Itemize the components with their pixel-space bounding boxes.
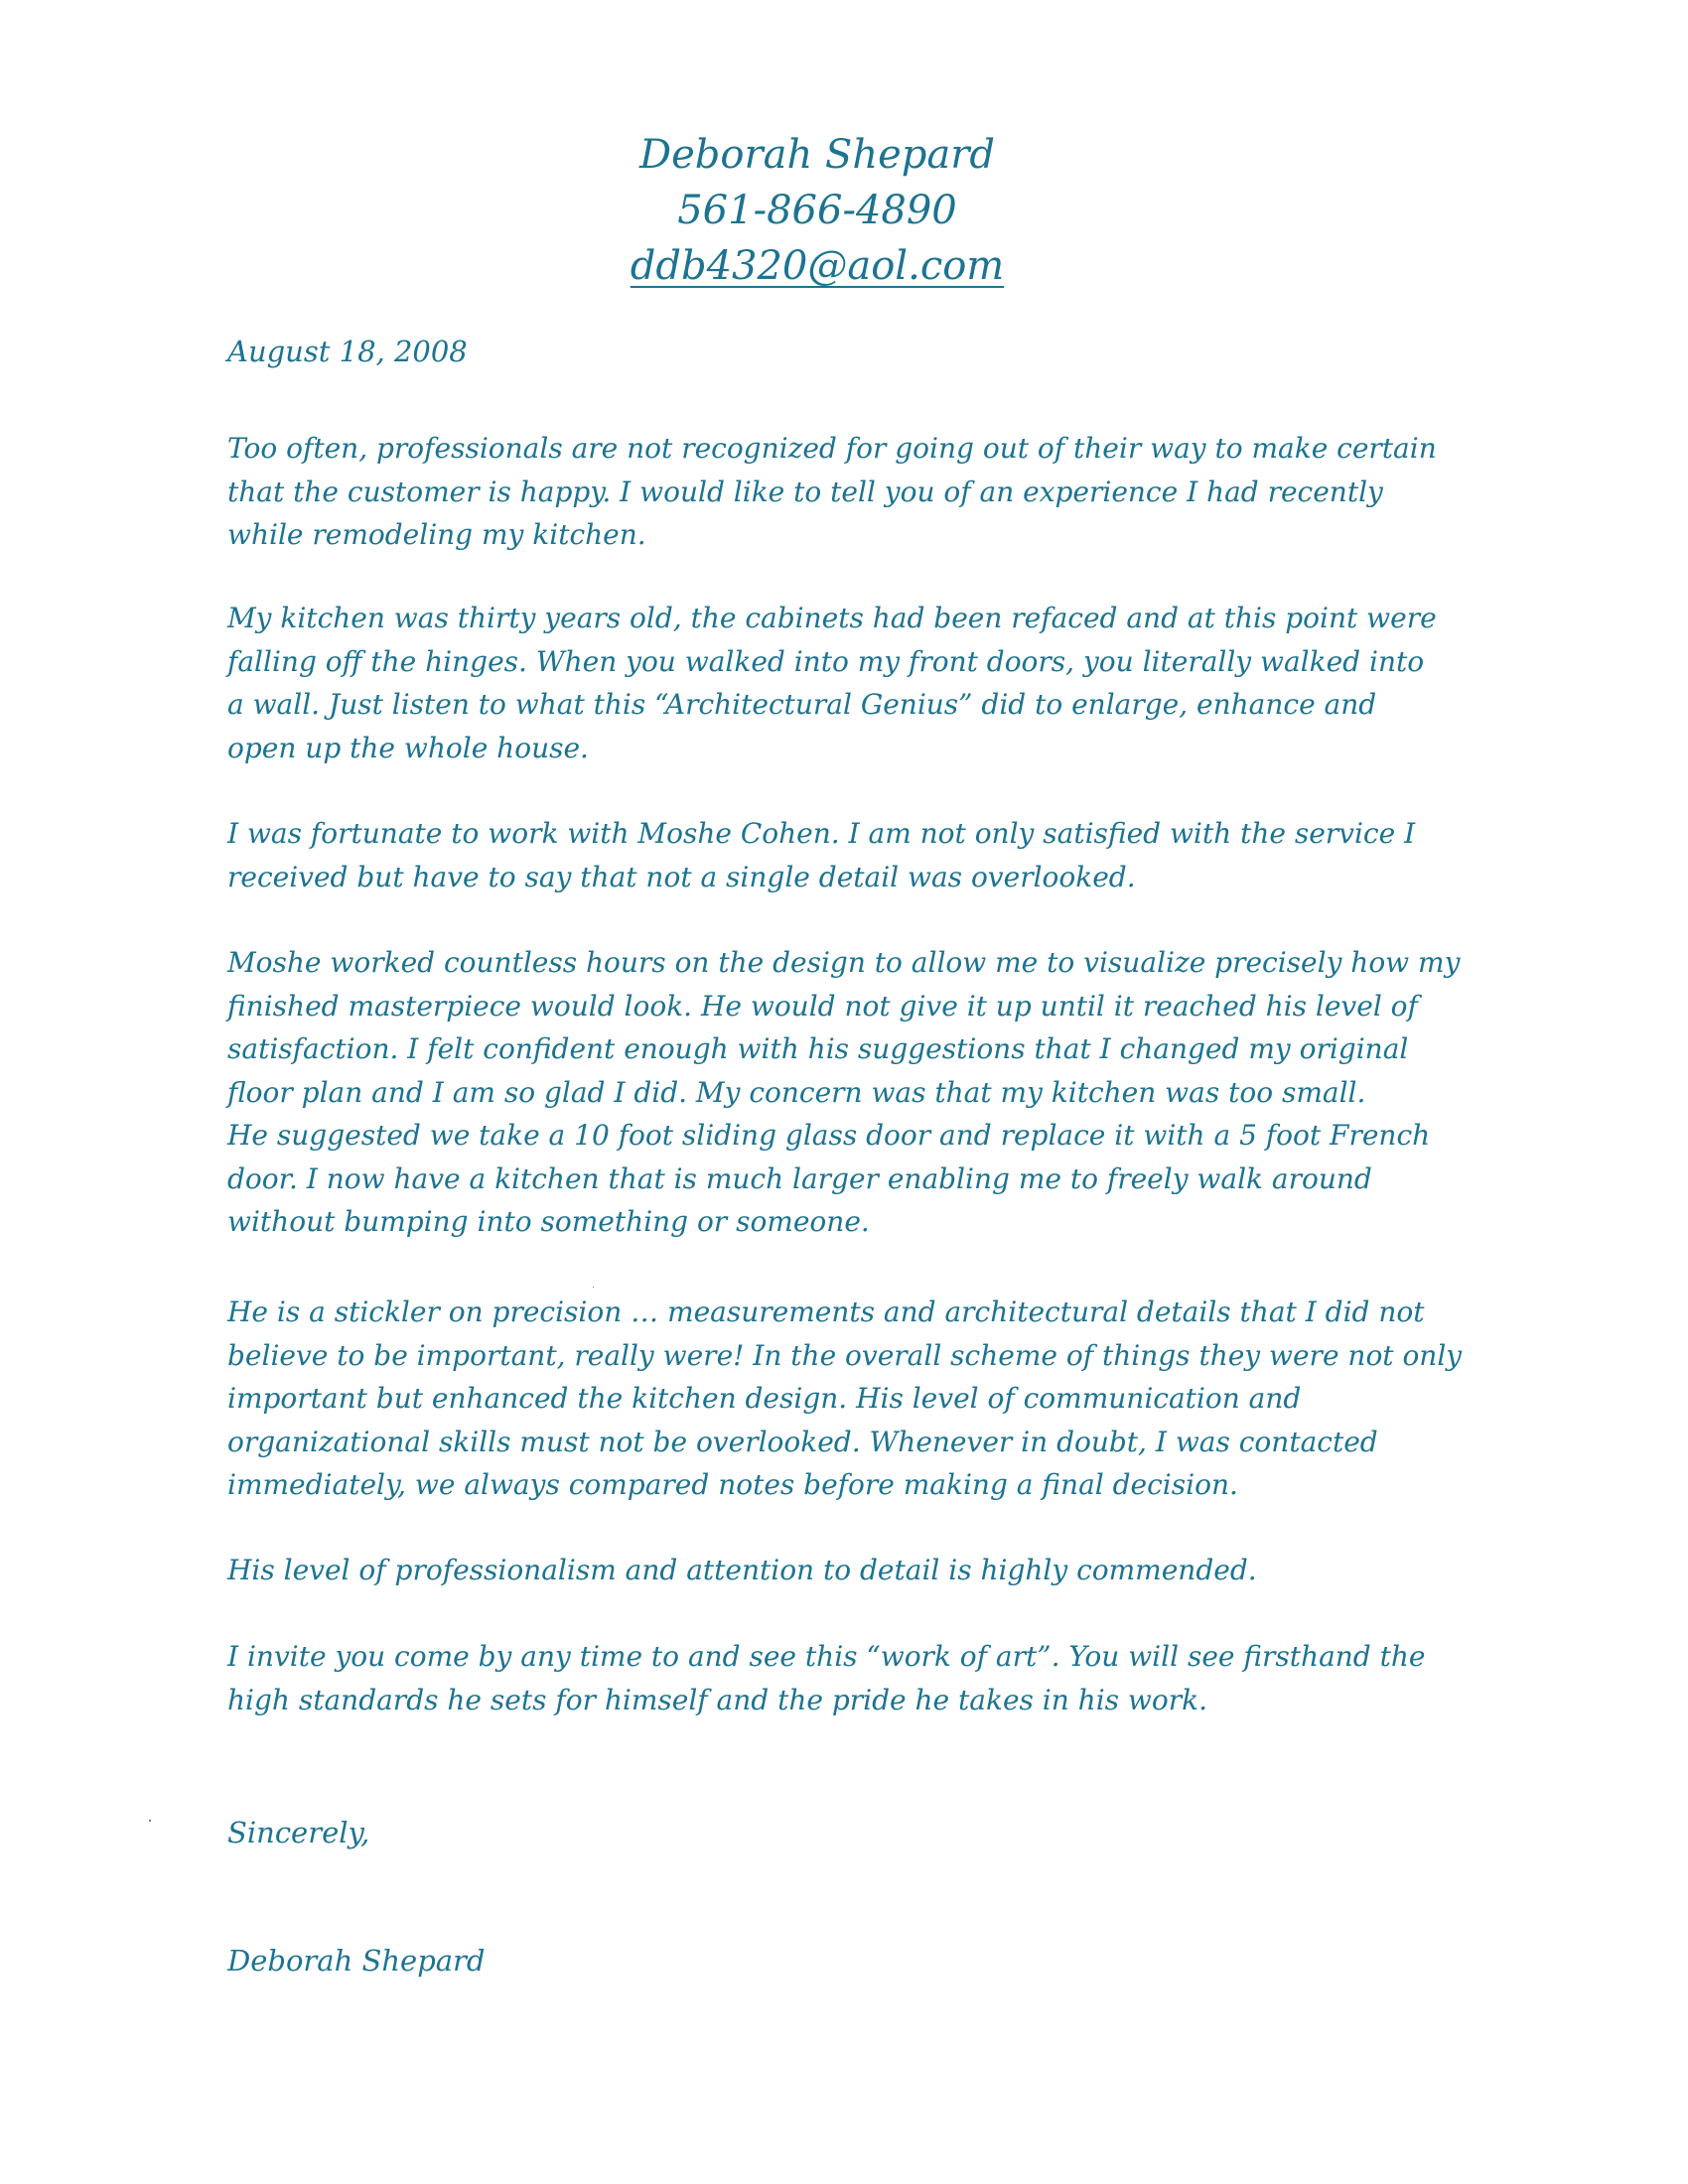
paragraph-line: My kitchen was thirty years old, the cabinets had been refaced and at this point were bbox=[227, 602, 1437, 634]
paragraph-1 bbox=[227, 427, 1478, 557]
paragraph-line: door. I now have a kitchen that is much larger enabling me to freely walk around bbox=[227, 1161, 1372, 1195]
letter-date: August 18, 2008 bbox=[227, 335, 468, 368]
paragraph-line: Moshe worked countless hours on the design to allow me to visualize precisely how my bbox=[227, 946, 1461, 979]
paragraph-5 bbox=[227, 1291, 1478, 1507]
closing-salutation: Sincerely, bbox=[227, 1816, 370, 1849]
scan-speck bbox=[593, 1287, 594, 1288]
paragraph-line: floor plan and I am so glad I did. My concern was that my kitchen was too small. bbox=[227, 1075, 1366, 1109]
paragraph-line: organizational skills must not be overlooked. Whenever in doubt, I was contacted bbox=[227, 1425, 1378, 1458]
paragraph-line: believe to be important, really were! In the overall scheme of things they were not only bbox=[227, 1338, 1463, 1372]
paragraph-line: while remodeling my kitchen. bbox=[227, 518, 646, 551]
paragraph-4 bbox=[227, 941, 1478, 1244]
paragraph-line: I was fortunate to work with Moshe Cohen. I am not only satisfied with the service I bbox=[227, 817, 1416, 850]
paragraph-line: that the customer is happy. I would like to tell you of an experience I had recently bbox=[227, 475, 1383, 508]
paragraph-3 bbox=[227, 812, 1478, 898]
paragraph-line: He is a stickler on precision … measurements and architectural details that I did not bbox=[227, 1296, 1425, 1328]
sender-email: ddb4320@aol.com bbox=[630, 243, 1005, 289]
paragraph-line: received but have to say that not a single detail was overlooked. bbox=[227, 860, 1136, 893]
scan-speck bbox=[149, 1820, 151, 1822]
paragraph-line: He suggested we take a 10 foot sliding glass door and replace it with a 5 foot French bbox=[227, 1119, 1431, 1152]
paragraph-line: satisfaction. I felt confident enough with his suggestions that I changed my original bbox=[227, 1032, 1409, 1065]
paragraph-line: finished masterpiece would look. He would not give it up until it reached his level of bbox=[227, 989, 1418, 1023]
paragraph-line: without bumping into something or someone. bbox=[227, 1205, 870, 1238]
paragraph-7 bbox=[227, 1635, 1478, 1721]
signature-name: Deborah Shepard bbox=[227, 1944, 486, 1978]
paragraph-line: important but enhanced the kitchen design. His level of communication and bbox=[227, 1382, 1302, 1415]
letterhead bbox=[0, 127, 1634, 294]
paragraph-line: high standards he sets for himself and the pride he takes in his work. bbox=[227, 1683, 1207, 1716]
paragraph-line: immediately, we always compared notes before making a final decision. bbox=[227, 1468, 1238, 1501]
paragraph-2 bbox=[227, 597, 1478, 769]
paragraph-line: His level of professionalism and attention to detail is highly commended. bbox=[227, 1554, 1257, 1586]
paragraph-line: falling off the hinges. When you walked into my front doors, you literally walked into bbox=[227, 644, 1425, 678]
paragraph-6 bbox=[227, 1549, 1478, 1592]
paragraph-line: I invite you come by any time to and see this “work of art”. You will see firsthand the bbox=[227, 1640, 1426, 1673]
sender-phone: 561-866-4890 bbox=[677, 188, 957, 233]
sender-name: Deborah Shepard bbox=[639, 132, 995, 178]
paragraph-line: a wall. Just listen to what this “Architectural Genius” did to enlarge, enhance and bbox=[227, 688, 1377, 721]
paragraph-line: open up the whole house. bbox=[227, 731, 589, 764]
paragraph-line: Too often, professionals are not recognized for going out of their way to make certain bbox=[227, 432, 1437, 465]
